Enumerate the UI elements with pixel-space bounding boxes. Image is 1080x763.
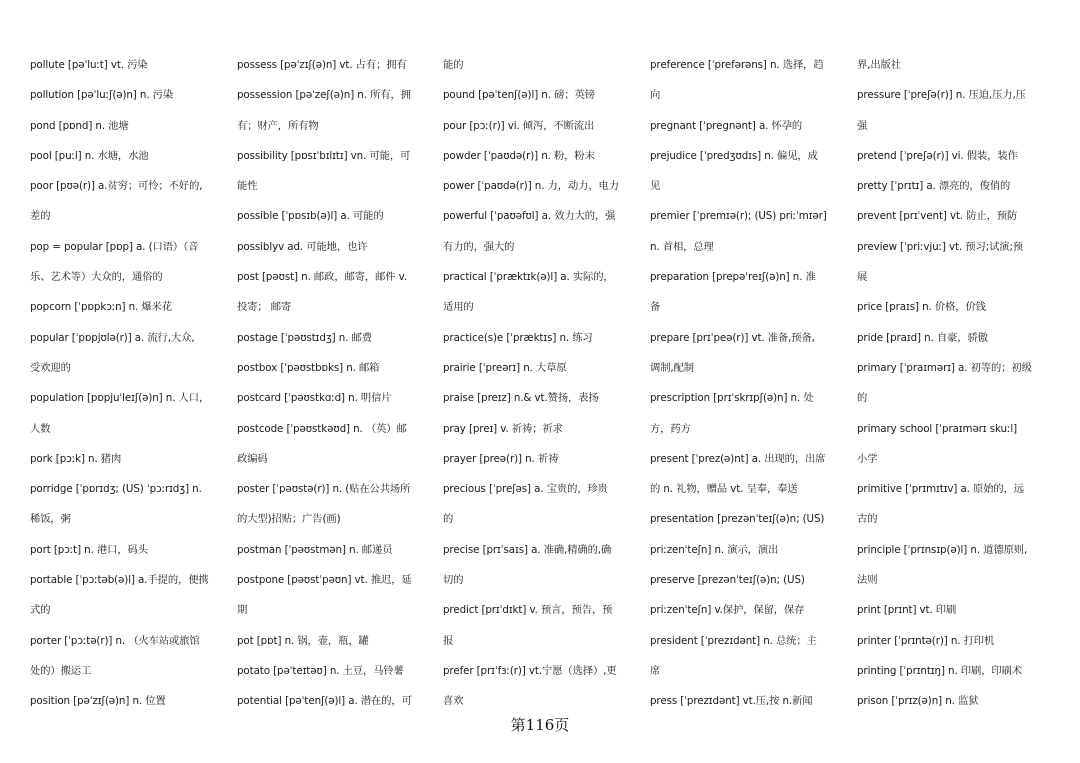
entry-line: pretty [ˈprɪtɪ] a. 漂亮的，俊俏的 (857, 180, 1011, 193)
entry-line: 期 (237, 604, 248, 617)
entry-line: n. 首相，总理 (650, 240, 714, 253)
entry-line: precious [ˈpreʃəs] a. 宝贵的，珍贵 (443, 483, 608, 496)
entry-line: poor [pʊə(r)] a.贫穷；可怜；不好的, (30, 180, 203, 193)
column-3 (443, 50, 643, 717)
entry-line: 切的 (443, 574, 464, 587)
entry-line: porter [ˈpɔːtə(r)] n. （火车站或旅馆 (30, 634, 200, 647)
entry-line: 界,出版社 (857, 59, 901, 71)
entry-line: premier [ˈpremɪə(r); (US) priːˈmɪər] (650, 210, 827, 223)
entry-line: pork [pɔːk] n. 猪肉 (30, 452, 122, 465)
entry-line: pressure [ˈpreʃə(r)] n. 压迫,压力,压 (857, 89, 1026, 102)
entry-line: postage [ˈpəʊstɪdʒ] n. 邮费 (237, 331, 372, 344)
column-5 (857, 50, 1057, 717)
entry-line: portable [ˈpɔːtəb(ə)l] a.手提的，便携 (30, 574, 209, 587)
entry-line: pretend [ˈpreʃə(r)] vi. 假装，装作 (857, 149, 1018, 162)
entry-line: prepare [prɪˈpeə(r)] vt. 准备,预备, (650, 331, 815, 344)
entry-line: primary school [ˈpraɪmərɪ skuːl] (857, 422, 1017, 435)
entry-line: possible [ˈpɒsɪb(ə)l] a. 可能的 (237, 210, 384, 223)
entry-line: pop = popular [pɒp] a. (口语）（音 (30, 240, 199, 253)
entry-line: postpone [pəʊstˈpəʊn] vt. 推迟，延 (237, 574, 412, 587)
entry-line: possess [pəˈzɪʃ(ə)n] vt. 占有；拥有 (237, 59, 407, 71)
entry-line: 向 (650, 89, 661, 102)
page-number: 第116页 (510, 716, 570, 734)
entry-line: 调制,配制 (650, 361, 694, 374)
entry-line: prevent [prɪˈvent] vt. 防止，预防 (857, 210, 1018, 223)
entry-line: pour [pɔː(r)] vi. 倾泻，不断流出 (443, 119, 595, 132)
entry-line: 古的 (857, 513, 878, 526)
entry-line: preserve [prezənˈteɪʃ(ə)n; (US) (650, 574, 805, 587)
entry-line: preview [ˈpriːvjuː] vt. 预习;试演;预 (857, 240, 1024, 253)
entry-line: postcard [ˈpəʊstkɑːd] n. 明信片 (237, 392, 392, 405)
entry-line: preparation [prepəˈreɪʃ(ə)n] n. 准 (650, 271, 816, 284)
column-1 (30, 50, 230, 717)
entry-line: principle [ˈprɪnsɪp(ə)l] n. 道德原则, (857, 543, 1028, 556)
entry-line: possiblyv ad. 可能地，也许 (237, 240, 368, 253)
entry-line: primitive [ˈprɪmɪtɪv] a. 原始的，远 (857, 483, 1025, 496)
entry-line: 式的 (30, 604, 51, 617)
entry-line: 适用的 (443, 301, 474, 314)
entry-line: prescription [prɪˈskrɪpʃ(ə)n] n. 处 (650, 392, 814, 405)
entry-line: post [pəʊst] n. 邮政，邮寄，邮件 v. (237, 271, 408, 284)
entry-line: priːzenˈteʃn] v.保护，保留，保存 (650, 604, 805, 617)
column-4 (650, 50, 850, 717)
entry-line: practical [ˈpræktɪk(ə)l] a. 实际的， (443, 271, 614, 284)
entry-line: pregnant [ˈpregnənt] a. 怀孕的 (650, 119, 803, 132)
entry-line: porridge [ˈpɒrɪdʒ; (US) ˈpɔːrɪdʒ] n. (30, 483, 202, 496)
entry-line: powerful [ˈpaʊəfʊl] a. 效力大的，强 (443, 210, 616, 223)
entry-line: pride [praɪd] n. 自豪，骄傲 (857, 331, 988, 344)
entry-line: prefer [prɪˈfɜː(r)] vt.宁愿（选择）,更 (443, 664, 617, 677)
entry-line: pollution [pəˈluːʃ(ə)n] n. 污染 (30, 89, 174, 102)
entry-line: 受欢迎的 (30, 361, 71, 374)
entry-line: 备 (650, 301, 661, 314)
entry-line: presentation [prezənˈteɪʃ(ə)n; (US) (650, 513, 825, 526)
entry-line: primary [ˈpraɪmərɪ] a. 初等的；初级 (857, 361, 1032, 374)
entry-line: predict [prɪˈdɪkt] v. 预言，预告，预 (443, 604, 613, 617)
entry-line: pot [pɒt] n. 锅，壶，瓶，罐 (237, 634, 369, 647)
entry-line: pray [preɪ] v. 祈祷；祈求 (443, 422, 563, 435)
entry-line: 的大型)招贴；广告(画) (237, 513, 341, 526)
entry-line: postcode [ˈpəʊstkəʊd] n. （英）邮 (237, 422, 407, 435)
entry-line: precise [prɪˈsaɪs] a. 准确,精确的,确 (443, 543, 612, 556)
column-2 (237, 50, 437, 717)
entry-line: prejudice [ˈpredʒʊdɪs] n. 偏见，成 (650, 149, 818, 162)
entry-line: possibility [pɒsɪˈbɪlɪtɪ] vn. 可能，可 (237, 149, 411, 162)
entry-line: pollute [pəˈluːt] vt. 污染 (30, 59, 148, 71)
entry-line: printer [ˈprɪntə(r)] n. 打印机 (857, 634, 995, 647)
entry-line: potato [pəˈteɪtəʊ] n. 土豆，马铃薯 (237, 664, 404, 677)
entry-line: position [pəˈzɪʃ(ə)n] n. 位置 (30, 695, 166, 708)
entry-line: 见 (650, 180, 661, 193)
entry-line: 席 (650, 664, 661, 677)
entry-line: prison [ˈprɪz(ə)n] n. 监狱 (857, 695, 979, 708)
entry-line: 投寄； 邮寄 (237, 301, 292, 314)
entry-line: preference [ˈprefərəns] n. 选择，趋 (650, 59, 824, 71)
entry-line: 政编码 (237, 452, 268, 465)
entry-line: price [praɪs] n. 价格，价钱 (857, 301, 986, 314)
entry-line: port [pɔːt] n. 港口，码头 (30, 543, 148, 556)
entry-line: 报 (443, 634, 454, 647)
entry-line: power [ˈpaʊdə(r)] n. 力，动力，电力 (443, 180, 619, 193)
entry-line: 展 (857, 271, 868, 284)
entry-line: pond [pɒnd] n. 池塘 (30, 119, 129, 132)
entry-line: 法则 (857, 574, 878, 587)
entry-line: 的 (857, 392, 868, 405)
entry-line: possession [pəˈzeʃ(ə)n] n. 所有，拥 (237, 89, 411, 102)
entry-line: 人数 (30, 422, 51, 435)
entry-line: praise [preɪz] n.& vt.赞扬，表扬 (443, 392, 599, 405)
entry-line: present [ˈprez(ə)nt] a. 出现的，出席 (650, 452, 826, 465)
entry-line: 的 (443, 513, 454, 526)
entry-line: 能性 (237, 180, 258, 193)
entry-line: 处的）搬运工 (30, 664, 92, 677)
entry-line: potential [pəˈtenʃ(ə)l] a. 潜在的，可 (237, 695, 412, 708)
entry-line: population [pɒpjuˈleɪʃ(ə)n] n. 人口， (30, 392, 210, 405)
entry-line: poster [ˈpəʊstə(r)] n. (贴在公共场所 (237, 483, 411, 496)
entry-line: postbox [ˈpəʊstbɒks] n. 邮箱 (237, 361, 380, 374)
entry-line: prairie [ˈpreərɪ] n. 大草原 (443, 361, 567, 374)
entry-line: press [ˈprezɪdənt] vt.压,按 n.新闻 (650, 695, 813, 708)
entry-line: 喜欢 (443, 695, 464, 708)
entry-line: 差的 (30, 210, 51, 223)
entry-line: pool [puːl] n. 水塘，水池 (30, 149, 149, 162)
entry-line: president [ˈprezɪdənt] n. 总统；主 (650, 634, 817, 647)
entry-line: powder [ˈpaʊdə(r)] n. 粉，粉末 (443, 149, 595, 162)
entry-line: 方，药方 (650, 422, 691, 435)
entry-line: popular [ˈpɒpjʊlə(r)] a. 流行,大众, (30, 331, 195, 344)
entry-line: prayer [preə(r)] n. 祈祷 (443, 452, 559, 465)
entry-line: 的 n. 礼物，赠品 vt. 呈奉，奉送 (650, 483, 798, 496)
entry-line: 强 (857, 119, 868, 132)
entry-line: popcorn [ˈpɒpkɔːn] n. 爆米花 (30, 301, 173, 314)
entry-line: pound [pəˈtenʃ(ə)l] n. 磅；英镑 (443, 89, 595, 102)
entry-line: 有；财产，所有物 (237, 119, 319, 132)
entry-line: 稀饭，粥 (30, 513, 71, 526)
entry-line: practice(s)e [ˈpræktɪs] n. 练习 (443, 331, 593, 344)
entry-line: 能的 (443, 59, 464, 71)
entry-line: 乐、艺术等）大众的，通俗的 (30, 271, 163, 284)
entry-line: printing [ˈprɪntɪŋ] n. 印刷，印刷术 (857, 664, 1022, 677)
entry-line: print [prɪnt] vt. 印刷 (857, 604, 957, 617)
entry-line: 有力的，强大的 (443, 240, 515, 253)
entry-line: priːzenˈteʃn] n. 演示，演出 (650, 543, 779, 556)
entry-line: 小学 (857, 452, 878, 465)
entry-line: postman [ˈpəʊstmən] n. 邮递员 (237, 543, 393, 556)
